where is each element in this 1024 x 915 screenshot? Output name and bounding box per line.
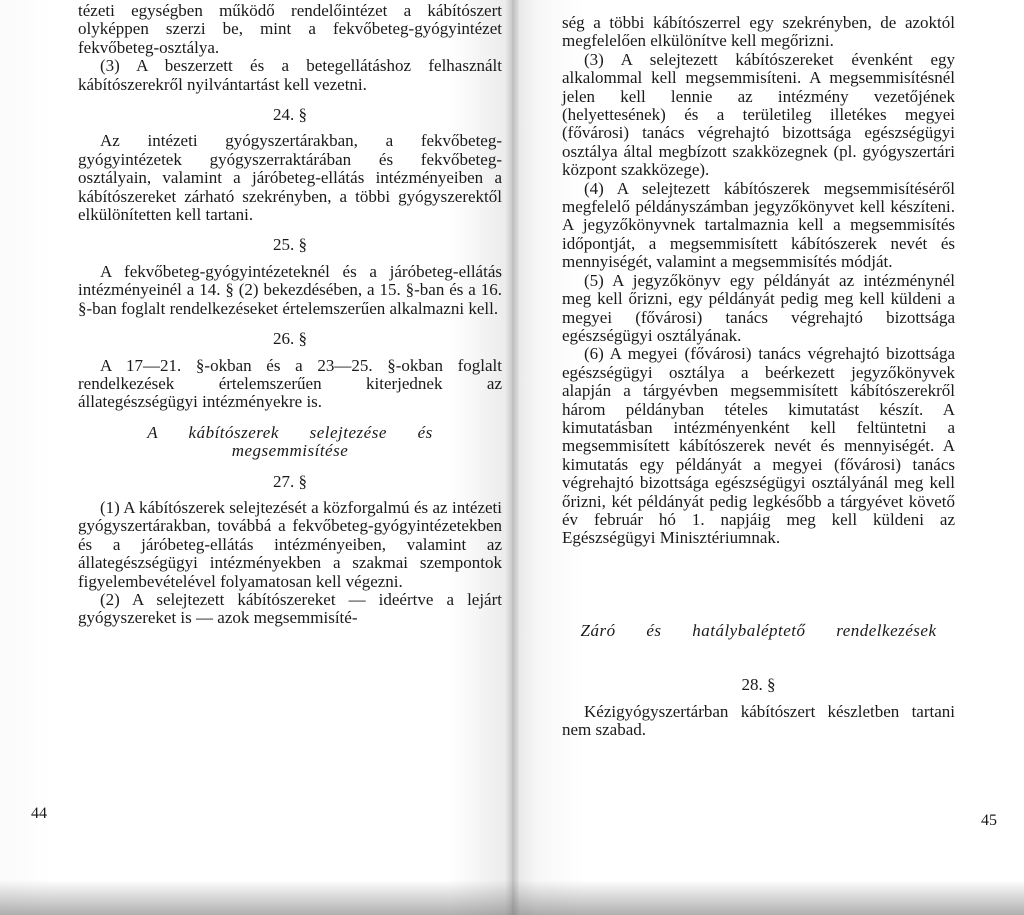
page-number-left: 44 [31,805,47,822]
paragraph-27-4: (4) A selejtezett kábítószerek megsemmisítéséről megfelelő példányszámban jegyzőkönyvet kell készíteni. A jegyzőkönyvnek tartalmaznia kell a megsemmisítés időpontját, a megsemmisített kábítószerek nevét és mennyiségét, valamint a megsemmisítés módját. [562,178,955,272]
page-number-right: 45 [981,812,997,829]
book-gutter [505,0,519,915]
paragraph-28: Kézigyógyszertárban kábítószert készletben tartani nem szabad. [562,701,955,739]
paragraph-24: Az intézeti gyógyszertárakban, a fekvőbeteg-gyógyintézetek gyógyszerraktárában és fekvőbeteg-osztályain, valamint a járóbeteg-ellátás intézményeiben a kábítószereket zárható szekrényben, a többi gyógyszerektől elkülönítetten kell tartani. [78,131,502,225]
paragraph-26: A 17—21. §-okban és a 23—25. §-okban foglalt rendelkezések értelemszerűen kiterjednek az állategészségügyi intézményekre is. [78,355,502,412]
right-page-text [562,14,955,739]
paragraph-27-6: (6) A megyei (fővárosi) tanács végrehajtó bizottsága egészségügyi osztálya a beérkezett jegyzőkönyvek alapján a tárgyévben megsemmisített kábítószerekről három példányban tételes kimutatást készít. A kimutatásban intézményenként kell feltüntetni a megsemmisített kábítószerek nevét és mennyiségét. A kimutatás egy példányát a megyei (fővárosi) tanács végrehajtó bizottsága egészségügyi osztályánál meg kell őrizni, két példányát pedig legkésőbb a tárgyévet követő év február hó 1. napjáig meg kell küldeni az Egészségügyi Minisztériumnak. [562,344,955,548]
paragraph-continuation: ség a többi kábítószerrel egy szekrényben, de azoktól megfelelően elkülönítve kell megőrizni. [562,13,955,51]
scan-edge-shadow [0,880,1024,915]
spacer [562,548,955,610]
section-heading-25: 25. § [273,235,307,255]
paragraph-27-2: (2) A selejtezett kábítószereket — ideértve a lejárt gyógyszereket is — azok megsemmisíté- [78,589,502,628]
paragraph-27-5: (5) A jegyzőkönyv egy példányát az intézménynél meg kell őrizni, egy példányát pedig meg kell küldeni a megyei (fővárosi) tanács végrehajtó bizottsága egészségügyi osztályának. [562,270,955,345]
right-page [512,0,1024,915]
chapter-heading-zaro: Záró és hatálybaléptető rendelkezések [580,620,937,640]
paragraph-intro: tézeti egységben működő rendelőintézet a kábítószert olyképpen szerzi be, mint a fekvőbeteg-gyógyintézet fekvőbeteg-osztálya. [78,1,502,57]
paragraph-27-3: (3) A selejtezett kábítószereket évenként egy alkalommal kell megsemmisíteni. A megsemmisítésnél jelen kell lennie az intézmény vezetőjének (helyettesének) és a területileg illetékes megyei (fővárosi) tanács végrehajtó bizottsága egészségügyi osztálya által megbízott szakközegnek (pl. gyógyszertári központ szakközege). [562,49,955,180]
section-heading-26: 26. § [273,329,307,349]
paragraph-27-1: (1) A kábítószerek selejtezését a közforgalmú és az intézeti gyógyszertárakban, továbbá a fekvőbeteg-gyógyintézetekben és a járóbeteg-ellátás intézményeiben, valamint az állategészségügyi intézményekben a szakmai szempontok figyelembevételével folyamatosan kell végezni. [78,497,502,591]
section-heading-28: 28. § [741,675,776,695]
chapter-heading-selejtezes: A kábítószerek selejtezése és megsemmisítése [147,422,433,461]
paragraph-23-3: (3) A beszerzett és a betegellátáshoz felhasznált kábítószerekről nyilvántartást kell vezetni. [78,56,502,94]
section-heading-24: 24. § [273,105,307,125]
left-page-text [78,2,502,628]
spacer [562,646,955,664]
paragraph-25: A fekvőbeteg-gyógyintézeteknél és a járóbeteg-ellátás intézményeinél a 14. § (2) bekezdésében, a 15. §-ban és a 16. §-ban foglalt rendelkezéseket értelemszerűen alkalmazni kell. [78,261,502,318]
section-heading-27: 27. § [273,471,307,491]
